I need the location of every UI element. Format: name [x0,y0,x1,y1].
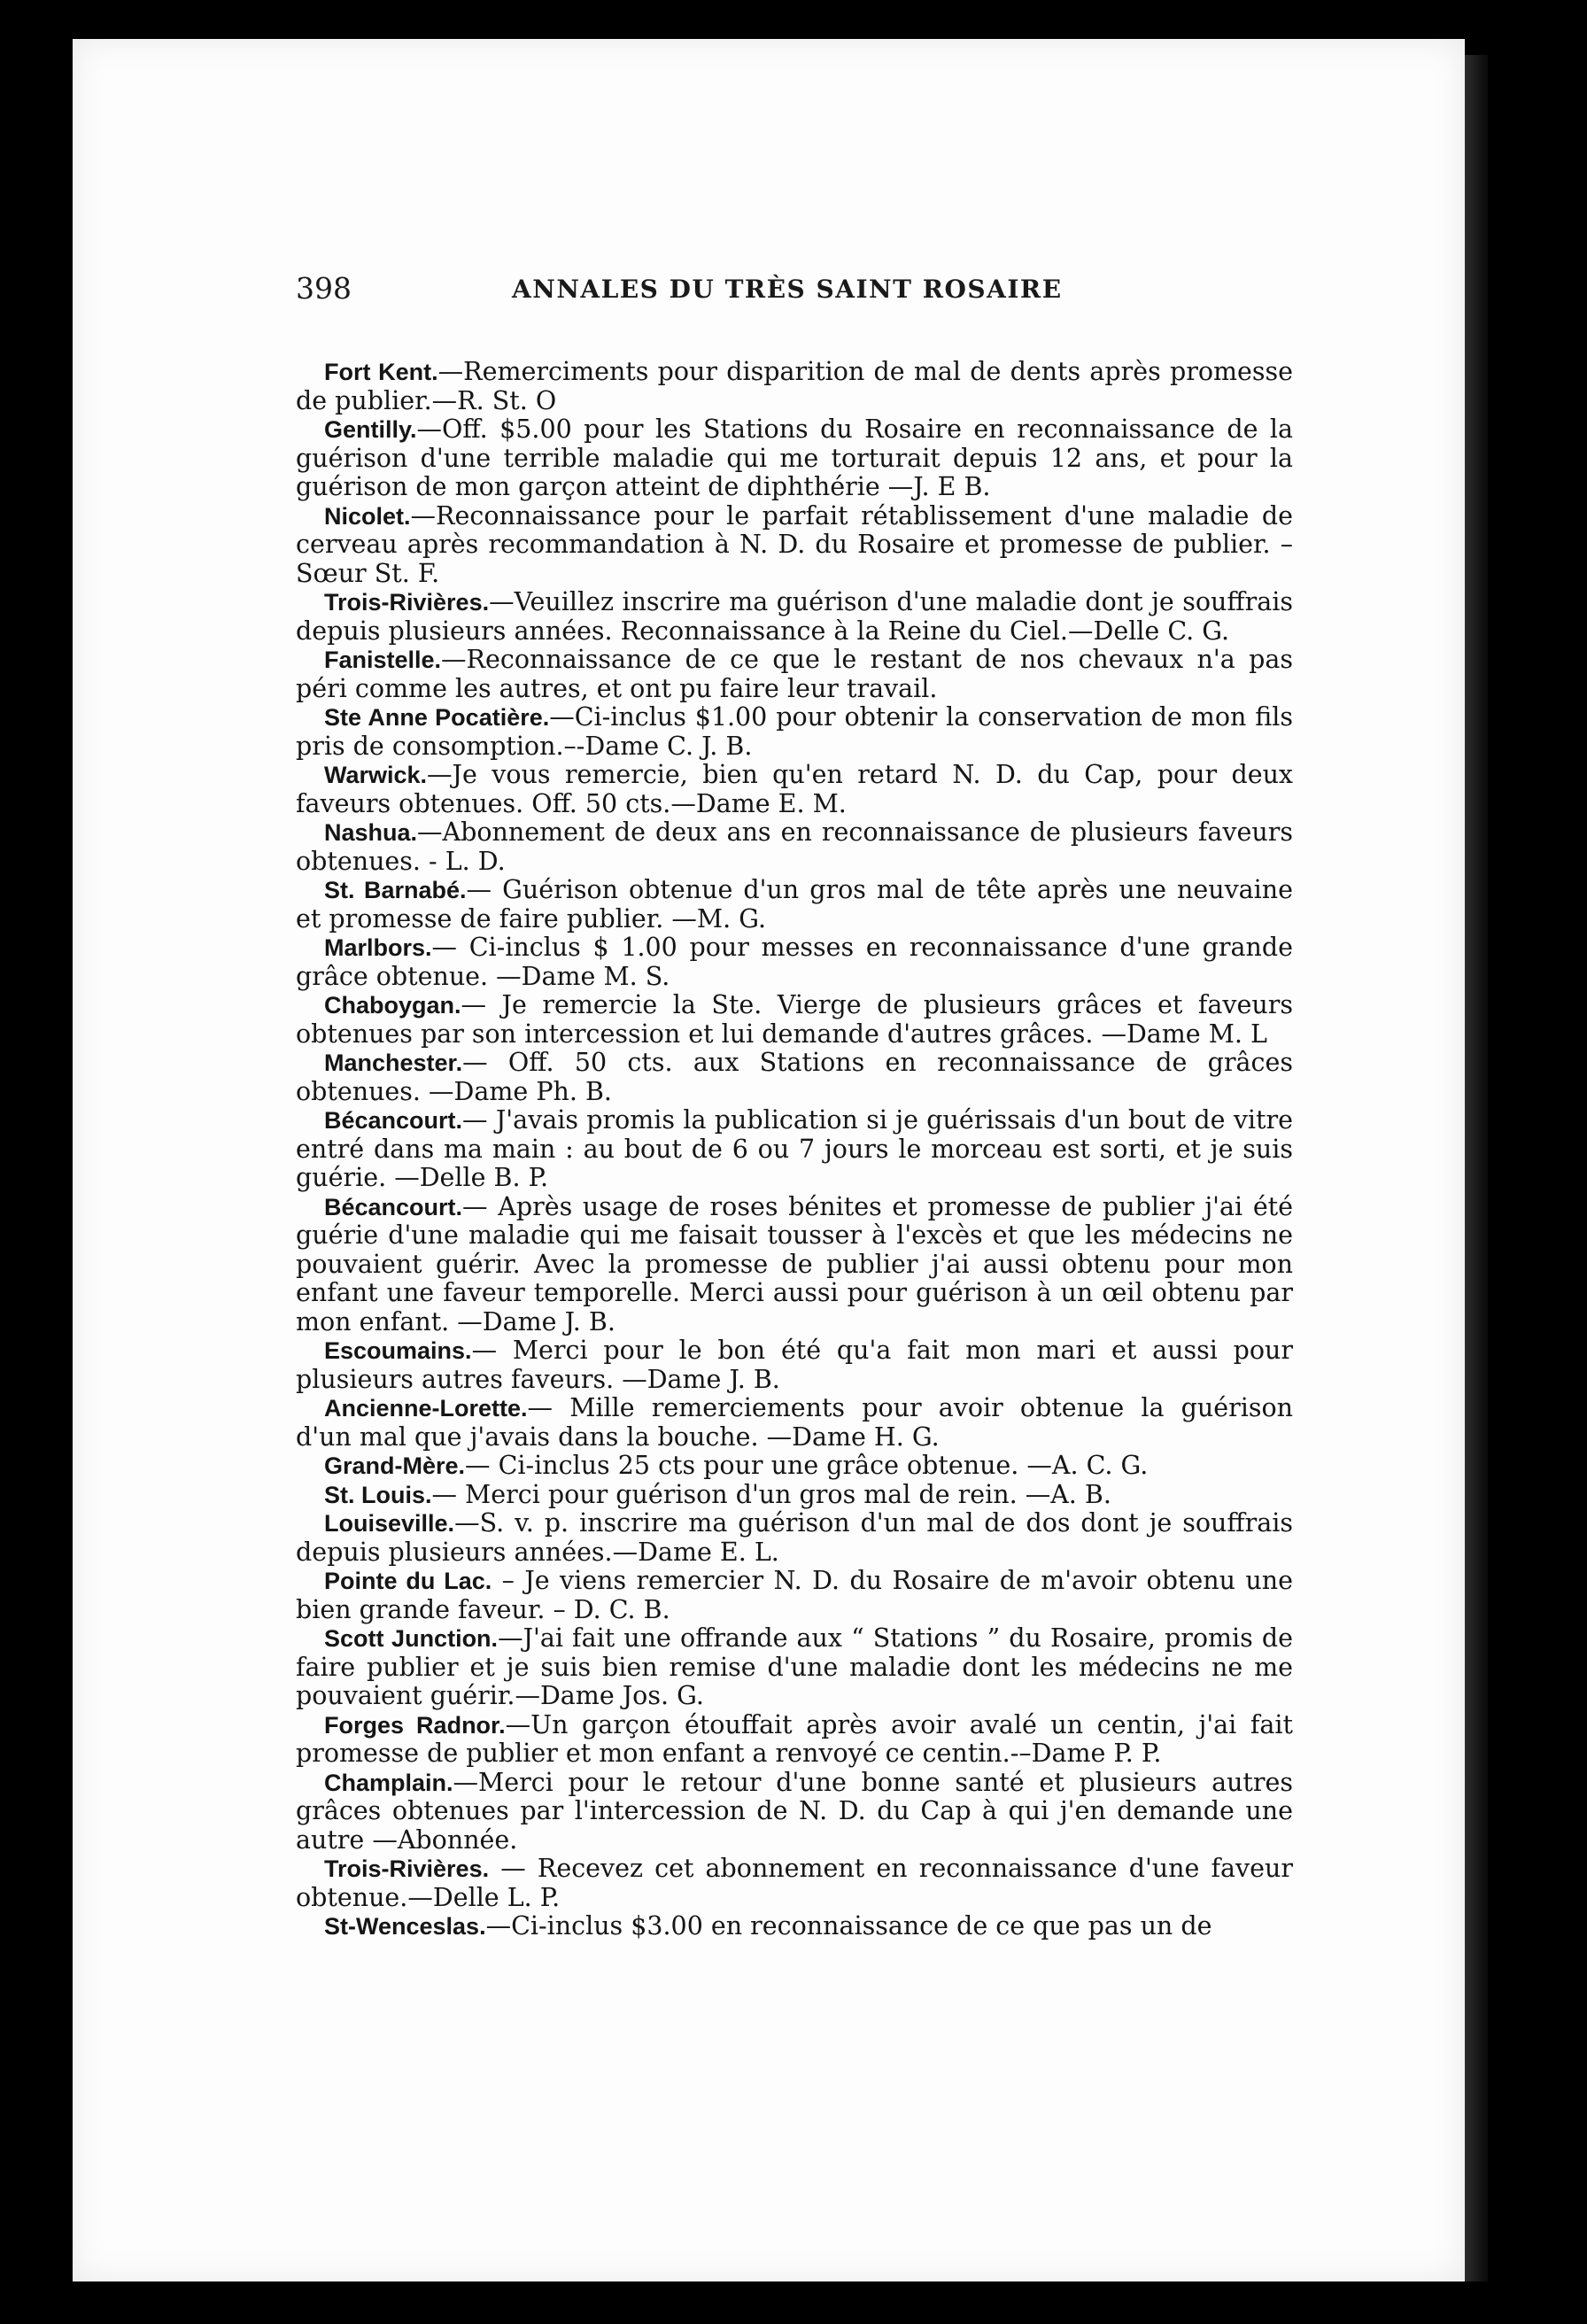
entry-place: Nicolet. [324,502,411,530]
entry-text: —Je vous remercie, bien qu'en retard N. D. du Cap, pour deux faveurs obtenues. Off. 50 cts.—Dame E. M. [296,760,1293,818]
entry-place: Fort Kent. [324,359,438,385]
entry-text: —Veuillez inscrire ma guérison d'une maladie dont je souffrais depuis plusieurs années. Reconnaissance à la Reine du Ciel.—Delle C. G. [296,587,1293,646]
entry-place: Ancienne-Lorette. [324,1395,528,1422]
entry-place: Nashua. [324,819,418,846]
entry-text: — Je remercie la Ste. Vierge de plusieurs grâces et faveurs obtenues par son intercession et lui demande d'autres grâces. —Dame M. L [296,990,1293,1049]
entry-place: Scott Junction. [324,1625,499,1652]
entry-place: Ste Anne Pocatière. [324,704,550,731]
entry-text: — Après usage de roses bénites et promesse de publier j'ai été guérie d'une maladie qui me faisait tousser à l'excès et que les médecins ne pouvaient guérir. Avec la promesse de publier j'ai aussi obtenu pour mon enfant une faveur temporelle. Merci aussi pour guérison à un œil obtenu par mon enfant. —Dame J. B. [296,1191,1293,1336]
entry-text: — Mille remerciements pour avoir obtenue la guérison d'un mal que j'avais dans la bouche. —Dame H. G. [296,1393,1293,1452]
entry-text: — Merci pour guérison d'un gros mal de rein. —A. B. [431,1479,1111,1509]
entry-forges-radnor [296,1711,1293,1769]
entry-scott-junction [296,1624,1293,1711]
entry-place: Marlbors. [324,934,432,961]
entry-ancienne-lorette [296,1394,1293,1452]
entry-escoumains [296,1336,1293,1394]
entry-place: Forges Radnor. [324,1711,506,1739]
entry-grand-mere [296,1452,1293,1481]
entry-text: —Ci-inclus $1.00 pour obtenir la conservation de mon fils pris de consomption.–-Dame C. J. B. [296,702,1293,761]
entry-st-barnabe [296,876,1293,933]
entry-nicolet [296,502,1293,589]
entry-text: — Ci-inclus 25 cts pour une grâce obtenue. —A. C. G. [465,1451,1149,1480]
entry-trois-rivieres [296,588,1293,646]
entry-st-wenceslas [296,1912,1293,1941]
entry-fanistelle [296,646,1293,703]
entry-text: —Reconnaissance pour le parfait rétablissement d'une maladie de cerveau après recommandation à N. D. du Rosaire et promesse de publier. – Sœur St. F. [296,500,1293,588]
entry-place: Louiseville. [324,1510,455,1537]
testimonials-list [296,358,1293,1941]
entry-marlbors [296,933,1293,991]
entry-place: Trois-Rivières. [324,1855,490,1882]
entry-place: St-Wenceslas. [324,1913,486,1940]
entry-place: Manchester. [324,1050,463,1076]
entry-text: — J'avais promis la publication si je guérissais d'un bout de vitre entré dans ma main : au bout de 6 ou 7 jours le morceau est sorti, et je suis guérie. —Delle B. P. [296,1105,1293,1192]
entry-text: – Je viens remercier N. D. du Rosaire de m'avoir obtenu une bien grande faveur. – D. C. B. [296,1566,1293,1624]
entry-text: — Merci pour le bon été qu'a fait mon mari et aussi pour plusieurs autres faveurs. —Dame J. B. [296,1336,1293,1394]
entry-place: Chaboygan. [324,992,461,1019]
entry-chaboygan [296,991,1293,1049]
entry-place: Gentilly. [324,416,417,443]
page-header [296,271,1293,312]
entry-louiseville [296,1509,1293,1567]
entry-champlain [296,1769,1293,1855]
entry-text: —Remerciments pour disparition de mal de dents après promesse de publier.—R. St. O [296,357,1293,415]
entry-becancourt-2 [296,1193,1293,1337]
entry-place: Pointe du Lac. [324,1568,492,1594]
entry-warwick [296,761,1293,818]
entry-place: Grand-Mère. [324,1452,466,1479]
entry-pointe-du-lac [296,1567,1293,1624]
running-title: ANNALES DU TRÈS SAINT ROSAIRE [512,275,1063,304]
entry-text: —Ci-inclus $3.00 en reconnaissance de ce que pas un de [485,1911,1212,1941]
entry-text: —Abonnement de deux ans en reconnaissance de plusieurs faveurs obtenues. - L. D. [296,817,1293,876]
entry-manchester [296,1049,1293,1106]
entry-place: Bécancourt. [324,1193,463,1220]
entry-text: — Recevez cet abonnement en reconnaissance d'une faveur obtenue.—Delle L. P. [296,1854,1293,1912]
entry-trois-rivieres-2 [296,1855,1293,1912]
entry-text: — Guérison obtenue d'un gros mal de tête après une neuvaine et promesse de faire publier. —M. G. [296,875,1294,933]
entry-nashua [296,818,1293,876]
entry-place: Trois-Rivières. [324,589,490,616]
entry-ste-anne-pocatiere [296,703,1293,761]
entry-st-louis [296,1481,1293,1510]
entry-place: Warwick. [324,762,428,788]
entry-place: Escoumains. [324,1337,472,1364]
entry-text: —Merci pour le retour d'une bonne santé et plusieurs autres grâces obtenues par l'intercession de N. D. du Cap à qui j'en demande une autre —Abonnée. [296,1767,1293,1855]
entry-place: Bécancourt. [324,1107,463,1134]
book-gutter [1465,55,1488,2281]
entry-text: — Ci-inclus $ 1.00 pour messes en reconnaissance d'une grande grâce obtenue. —Dame M. S. [296,933,1293,991]
entry-place: St. Barnabé. [324,877,467,903]
entry-place: St. Louis. [324,1481,432,1508]
entry-gentilly [296,415,1293,502]
entry-fort-kent [296,358,1293,415]
entry-place: Fanistelle. [324,647,442,673]
entry-becancourt-1 [296,1106,1293,1193]
entry-place: Champlain. [324,1769,453,1796]
entry-text: —S. v. p. inscrire ma guérison d'un mal de dos dont je souffrais depuis plusieurs années.—Dame E. L. [296,1508,1293,1567]
entry-text: — Off. 50 cts. aux Stations en reconnaissance de grâces obtenues. —Dame Ph. B. [296,1048,1293,1106]
entry-text: —J'ai fait une offrande aux “ Stations ” du Rosaire, promis de faire publier et je suis bien remise d'une maladie dont les médecins ne me pouvaient guérir.—Dame Jos. G. [296,1623,1294,1710]
page-number: 398 [296,271,352,306]
entry-text: —Reconnaissance de ce que le restant de nos chevaux n'a pas péri comme les autres, et ont pu faire leur travail. [296,645,1293,703]
entry-text: —Off. $5.00 pour les Stations du Rosaire en reconnaissance de la guérison d'une terrible maladie qui me torturait depuis 12 ans, et pour la guérison de mon garçon atteint de diphthérie —J. E B. [296,414,1293,501]
entry-text: —Un garçon étouffait après avoir avalé un centin, j'ai fait promesse de publier et mon enfant a renvoyé ce centin.-–Dame P. P. [296,1709,1293,1768]
